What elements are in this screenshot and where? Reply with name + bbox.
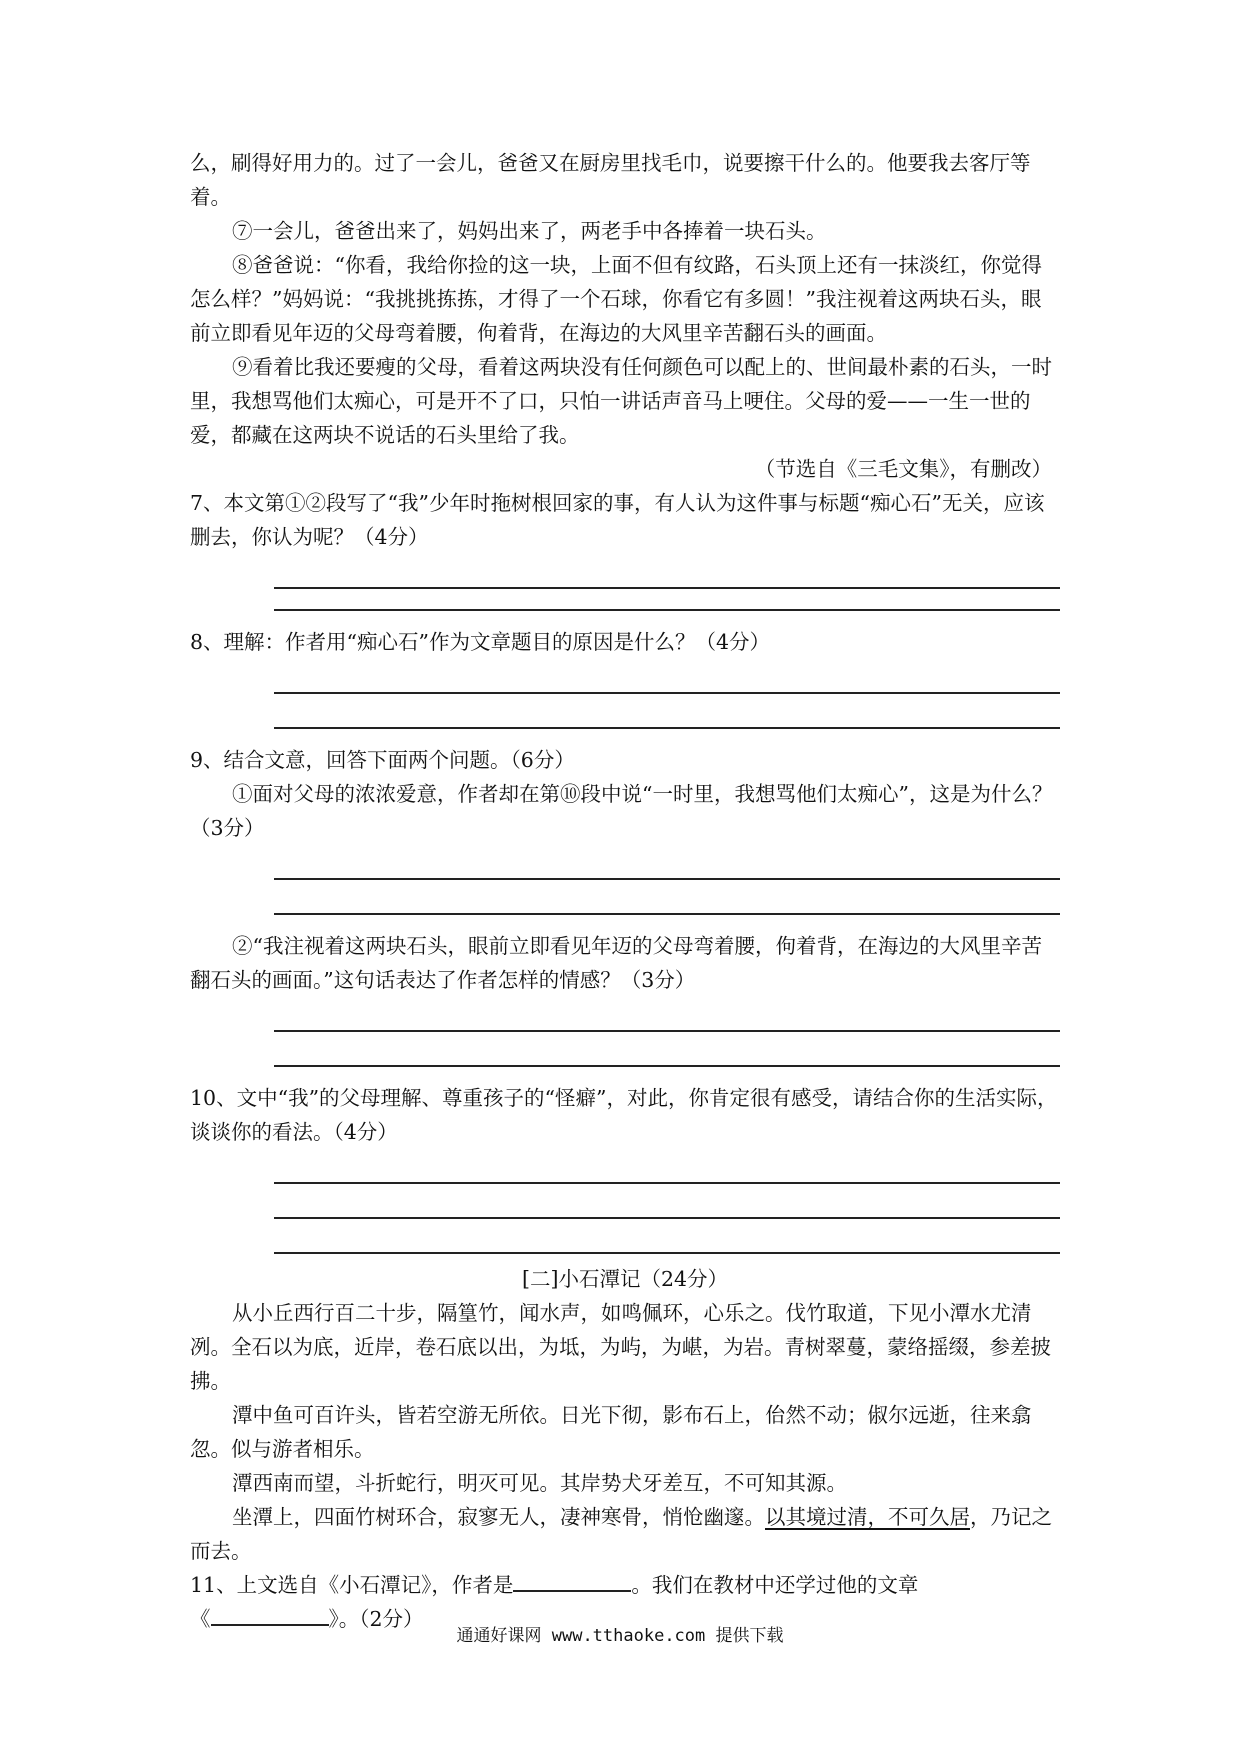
answer-line[interactable] xyxy=(274,1149,1060,1184)
footer-watermark: 通通好课网 www.tthaoke.com 提供下载 xyxy=(456,1626,784,1646)
exam-page xyxy=(190,146,1060,1636)
classical-text-paragraph-3: 潭西南而望，斗折蛇行，明灭可见。其岸势犬牙差互，不可知其源。 xyxy=(232,1471,847,1495)
question-7: 7、本文第①②段写了“我”少年时拖树根回家的事，有人认为这件事与标题“痴心石”无关，应该删去，你认为呢？（4分） xyxy=(190,491,1045,549)
question-11-text-a: 11、上文选自《小石潭记》，作者是 xyxy=(190,1573,514,1597)
question-9-part-2: ②“我注视着这两块石头，眼前立即看见年迈的父母弯着腰，佝着背，在海边的大风里辛苦翻石头的画面。”这句话表达了作者怎样的情感？（3分） xyxy=(190,934,1042,992)
question-11-text-b: 。我们在教材中还学过他的文章 xyxy=(631,1573,919,1597)
question-9: 9、结合文意，回答下面两个问题。（6分） xyxy=(190,748,575,772)
book-title-open-mark: 《 xyxy=(190,1607,211,1631)
question-11 xyxy=(190,1568,1060,1602)
question-9-part-1: ①面对父母的浓浓爱意，作者却在第⑩段中说“一时里，我想骂他们太痴心”，这是为什么？（3分） xyxy=(190,782,1053,840)
answer-line[interactable] xyxy=(274,880,1060,915)
underlined-sentence: 以其境过清，不可久居 xyxy=(765,1505,970,1529)
answer-lines-q9-1 xyxy=(274,845,1060,915)
paragraph-4-text-a: 坐潭上，四面竹树环合，寂寥无人，凄神寒骨，悄怆幽邃。 xyxy=(232,1505,765,1529)
answer-line[interactable] xyxy=(274,997,1060,1032)
answer-line[interactable] xyxy=(274,659,1060,694)
passage-source: （节选自《三毛文集》，有删改） xyxy=(754,457,1052,481)
answer-line[interactable] xyxy=(274,1032,1060,1067)
paragraph-4-text-b: ，乃记之而去。 xyxy=(190,1505,1052,1563)
answer-line[interactable] xyxy=(274,1219,1060,1254)
section-2-title: [二]小石潭记（24分） xyxy=(521,1267,729,1291)
answer-lines-q8 xyxy=(274,659,1060,729)
passage-paragraph-9: ⑨看着比我还要瘦的父母，看着这两块没有任何颜色可以配上的、世间最朴素的石头，一时里，我想骂他们太痴心，可是开不了口，只怕一讲话声音马上哽住。父母的爱——一生一世的爱，都藏在这两块不说话的石头里给了我。 xyxy=(190,355,1052,447)
passage-paragraph-6-continued: 么，刷得好用力的。过了一会儿，爸爸又在厨房里找毛巾，说要擦干什么的。他要我去客厅等着。 xyxy=(190,151,1031,209)
classical-text-paragraph-4 xyxy=(190,1500,1060,1568)
answer-line[interactable] xyxy=(274,554,1060,589)
answer-lines-q10 xyxy=(274,1149,1060,1254)
question-10: 10、文中“我”的父母理解、尊重孩子的“怪癖”，对此，你肯定很有感受，请结合你的生活实际，谈谈你的看法。（4分） xyxy=(190,1086,1058,1144)
answer-lines-q7 xyxy=(274,554,1060,611)
author-blank[interactable] xyxy=(513,1568,631,1592)
passage-paragraph-8: ⑧爸爸说：“你看，我给你捡的这一块，上面不但有纹路，石头顶上还有一抹淡红，你觉得怎么样？”妈妈说：“我挑挑拣拣，才得了一个石球，你看它有多圆！”我注视着这两块石头，眼前立即看见年迈的父母弯着腰，佝着背，在海边的大风里辛苦翻石头的画面。 xyxy=(190,253,1042,345)
question-8: 8、理解：作者用“痴心石”作为文章题目的原因是什么？（4分） xyxy=(190,630,771,654)
passage-paragraph-7: ⑦一会儿，爸爸出来了，妈妈出来了，两老手中各捧着一块石头。 xyxy=(232,219,827,243)
classical-text-paragraph-1: 从小丘西行百二十步，隔篁竹，闻水声，如鸣佩环，心乐之。伐竹取道，下见小潭水尤清冽。全石以为底，近岸，卷石底以出，为坻，为屿，为嵁，为岩。青树翠蔓，蒙络摇缀，参差披拂。 xyxy=(190,1301,1051,1393)
answer-line[interactable] xyxy=(274,589,1060,611)
answer-line[interactable] xyxy=(274,1184,1060,1219)
answer-lines-q9-2 xyxy=(274,997,1060,1067)
question-11-text-c: 》。（2分） xyxy=(328,1607,424,1631)
answer-line[interactable] xyxy=(274,845,1060,880)
answer-line[interactable] xyxy=(274,694,1060,729)
classical-text-paragraph-2: 潭中鱼可百许头，皆若空游无所依。日光下彻，影布石上，佁然不动；俶尔远逝，往来翕忽。似与游者相乐。 xyxy=(190,1403,1032,1461)
